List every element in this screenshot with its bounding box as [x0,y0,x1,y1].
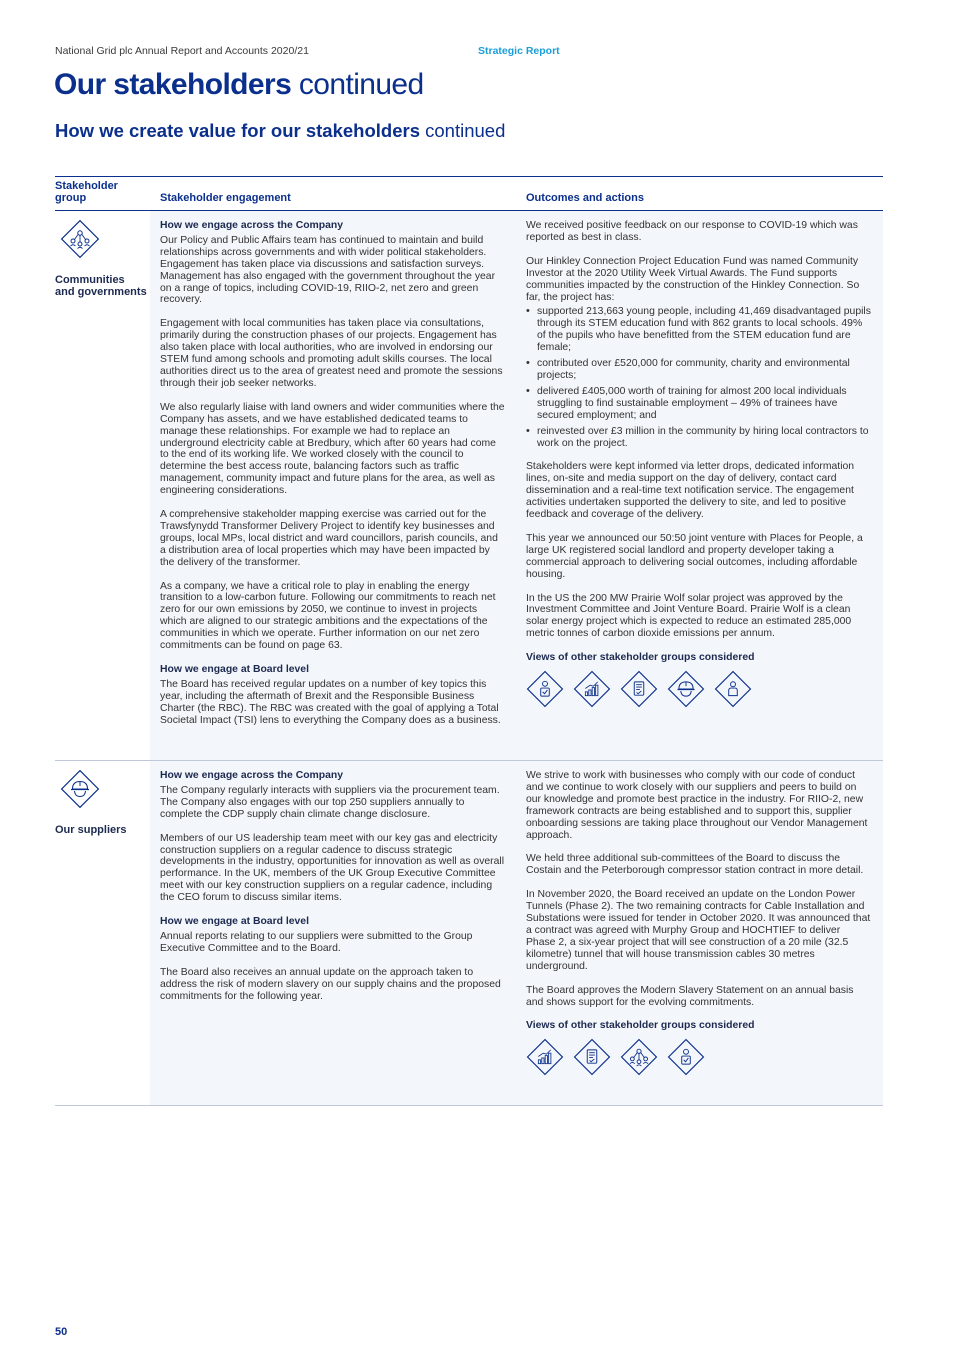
engagement-paragraph: The Board has received regular updates on a number of key topics this year, including the aftermath of Brexit and the Responsible Business Charter (the RBC). The RBC was created with the goal of applying a Total Societal Impact (TSI) lens to everything the Company does as a business. [160,678,501,726]
stakeholder-group-cell [55,219,147,298]
table-header [55,176,883,211]
outcomes-cell [526,770,871,1076]
page-title [54,68,424,102]
engagement-paragraph: Annual reports relating to our suppliers were submitted to the Group Executive Committee and to the Board. [160,930,473,954]
customer-badge-icon [667,1038,705,1076]
stakeholder-group-name: Communities and governments [55,274,147,298]
outcomes-paragraph: Stakeholders were kept informed via letter drops, dedicated information lines, on-site and media support on the day of delivery, contact card dissemination and a real-time text notification service. The engagement activities undertaken supported the delivery to site, and led to positive feedback and coverage of the delivery. [526,461,855,521]
outcomes-paragraph: In November 2020, the Board received an update on the London Power Tunnels (Phase 2). The two remaining contracts for Cable Installation and Substations were issued for tender in October 2020. It was announced that a contract was agreed with Murphy Group and HOCHTIEF to deliver Phase 2, a six-year project that will see construction of a 20 mile (32.5 kilometre) tunnel that will house transmission cables 30 metres underground. [526,889,871,972]
views-icons [526,1038,871,1076]
engagement-paragraph: Members of our US leadership team meet with our key gas and electricity construction suppliers on a regular cadence to discuss strategic developments in the industry, opportunities for innovation as well as overall performance. In the UK, members of the UK Group Executive Committee meet with our key construction suppliers on a regular cadence, including the CEO forum to discuss similar items. [160,832,505,904]
subtitle-main: How we create value for our stakeholders [55,120,420,141]
community-network-icon [60,219,100,259]
table-row [55,761,883,1106]
page-title-main: Our stakeholders [54,68,292,101]
employee-person-icon [714,670,752,708]
supplier-hardhat-icon [667,670,705,708]
engagement-paragraph: As a company, we have a critical role to play in enabling the energy transition to a low-carbon future. Following our commitments to reach net zero for our own emissions by 2050, we continue to invest in projects which are aligned to our strategic ambitions and the expectations of the communities in which we operate. Further information on our net zero commitments can be found on page 63. [160,580,496,652]
outcomes-paragraph: Our Hinkley Connection Project Education Fund was named Community Investor at the 2020 Utility Week Virtual Awards. The Fund supports communities impacted by the construction of the Hinkley Connection. So far, the project has: [526,255,860,303]
outcomes-paragraph: The Board approves the Modern Slavery Statement on an annual basis and shows support for the evolving commitments. [526,984,854,1008]
engagement-paragraph: Engagement with local communities has taken place via consultations, primarily during the construction phases of our projects. Engagement has also taken place with local authorities, who are involved in endorsing our STEM fund among schools and promoting adult skills courses. The local authorities direct us to the area of greatest need and promote the sessions through their job seeker networks. [160,318,503,389]
views-icons [526,670,871,708]
outcomes-bullet-list [526,306,871,449]
outcomes-paragraph: In the US the 200 MW Prairie Wolf solar project was approved by the Investment Committee and Joint Venture Board. Prairie Wolf is a clean solar energy project which is expected to reduce an estimated 285,000 metric tonnes of carbon dioxide emissions per annum. [526,592,852,640]
engagement-heading: How we engage at Board level [160,916,309,928]
engagement-heading: How we engage across the Company [160,220,344,231]
investor-chart-icon [573,670,611,708]
engagement-cell [160,220,505,739]
engagement-paragraph: The Board also receives an annual update on the approach taken to address the risk of modern slavery on our supply chains and the proposed commitments for the following year. [160,966,501,1002]
header-stakeholder-group: Stakeholder group [55,180,118,204]
engagement-paragraph: A comprehensive stakeholder mapping exercise was carried out for the Trawsfynydd Transformer Delivery Project to identify key businesses and groups, local MPs, local district and ward councillors, parish councils, and a distribution area of local properties which may have been impacted by the delivery of the transformer. [160,509,498,568]
page-title-continued: continued [291,68,424,101]
page-number: 50 [55,1326,68,1338]
engagement-heading: How we engage at Board level [160,664,309,675]
engagement-cell [160,770,505,1015]
engagement-paragraph: We also regularly liaise with land owners and wider communities where the Company has assets, and we have established dedicated teams to manage these relationships. For example we had to replace an underground electricity cable at Bredbury, which after 60 years had come to the end of its working life. We worked closely with the council to determine the best access route, balancing factors such as traffic management, community impact and future plans for the area, as well as engineering considerations. [160,401,505,497]
section-subtitle [55,120,505,142]
outcomes-paragraph: We received positive feedback on our response to COVID-19 which was reported as best in class. [526,220,858,243]
list-item: • delivered £405,000 worth of training for almost 200 local individuals struggling to find sustainable employment – 49% of trainees have secured employment; and [526,386,871,422]
running-head [55,45,885,57]
header-outcomes-actions: Outcomes and actions [526,192,644,204]
engagement-heading: How we engage across the Company [160,770,344,781]
stakeholder-group-name: Our suppliers [55,824,127,836]
subtitle-continued: continued [420,120,506,141]
list-item: • contributed over £520,000 for community, charity and environmental projects; [526,358,871,382]
header-stakeholder-engagement: Stakeholder engagement [160,192,291,204]
table-row [55,211,883,761]
views-considered-heading: Views of other stakeholder groups considered [526,652,755,664]
regulator-document-icon [573,1038,611,1076]
investor-chart-icon [526,1038,564,1076]
outcomes-cell [526,220,871,708]
section-label: Strategic Report [478,45,560,57]
stakeholder-table [55,176,883,1106]
community-network-icon [620,1038,658,1076]
report-title: National Grid plc Annual Report and Accounts 2020/21 [55,45,309,57]
supplier-hardhat-icon [60,769,100,809]
regulator-document-icon [620,670,658,708]
outcomes-paragraph: We held three additional sub-committees of the Board to discuss the Costain and the Peterborough compressor station contract in more detail. [526,853,864,877]
list-item: • reinvested over £3 million in the community by hiring local contractors to work on the project. [526,426,871,450]
engagement-paragraph: The Company regularly interacts with suppliers via the procurement team. The Company also engages with our top 250 suppliers annually to complete the CDP supply chain climate change disclosure. [160,784,500,820]
outcomes-paragraph: This year we announced our 50:50 joint venture with Places for People, a large UK registered social landlord and property developer taking a commercial approach to delivering social outcomes, including affordable housing. [526,532,863,580]
list-item: • supported 213,663 young people, including 41,469 disadvantaged pupils through its STEM education fund with 862 grants to local schools. 49% of the pupils who have benefitted from the STEM education fund are female; [526,306,871,354]
views-considered-heading: Views of other stakeholder groups considered [526,1020,755,1032]
outcomes-paragraph: We strive to work with businesses who comply with our code of conduct and we continue to work closely with our suppliers and peers to build on our knowledge and promote best practice in the industry. For RIIO-2, new framework contracts are being established and to support this, supplier onboarding sessions are taking place throughout our Vendor Management approach. [526,770,868,841]
engagement-paragraph: Our Policy and Public Affairs team has continued to maintain and build relationships across governments and with wider political stakeholders. Engagement has taken place via discussions and satisfaction surveys. Management has also engaged with the government throughout the year on a range of topics, including COVID-19, RIIO-2, net zero and green recovery. [160,234,496,306]
stakeholder-group-cell [55,769,147,836]
customer-badge-icon [526,670,564,708]
